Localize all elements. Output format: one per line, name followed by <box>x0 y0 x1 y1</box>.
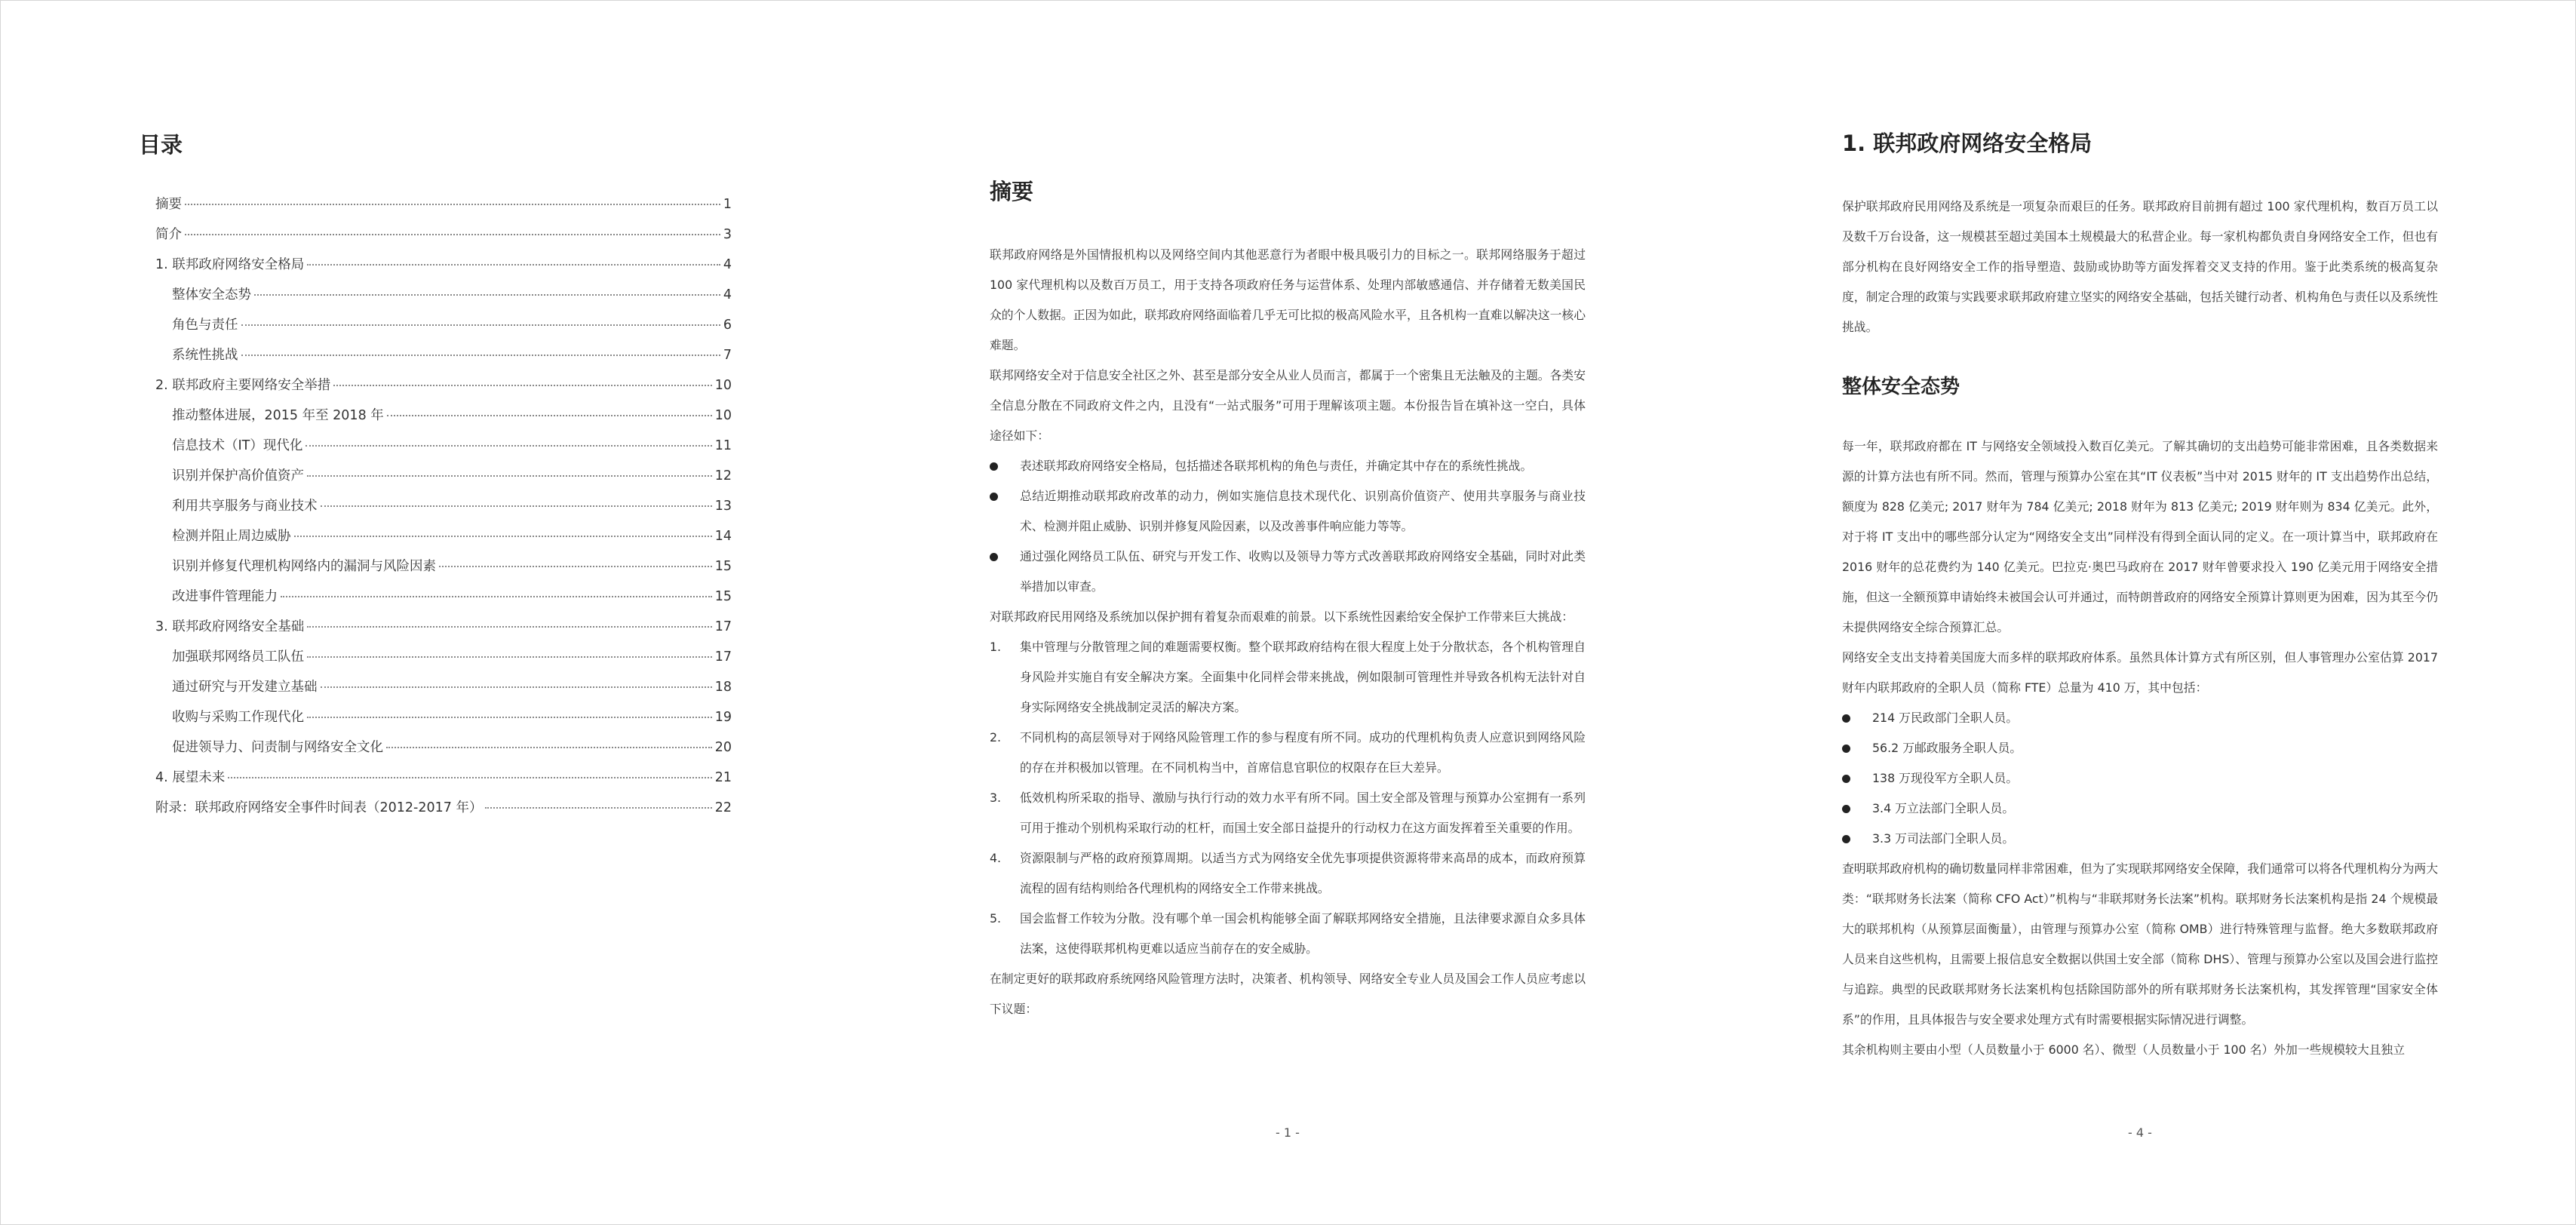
toc-entry-link[interactable] <box>155 465 732 496</box>
toc-page-number: 14 <box>714 529 732 544</box>
list-item-text: 3.3 万司法部门全职人员。 <box>1872 831 2015 846</box>
abstract-page <box>990 0 1586 1225</box>
toc-dot-leader <box>485 807 711 809</box>
toc-entry-link[interactable] <box>155 345 732 375</box>
toc-entry-text: 推动整体进展，2015 年至 2018 年 <box>172 408 384 423</box>
bullet-icon <box>1842 775 1850 783</box>
abstract-paragraph-2: 联邦网络安全对于信息安全社区之外、甚至是部分安全从业人员而言，都属于一个密集且无法触及的主题。各类安全信息分散在不同政府文件之内，且没有“一站式服务”可用于理解该项主题。本份报告旨在填补这一空白，具体途径如下： <box>990 368 1586 443</box>
toc-page-number: 11 <box>714 438 732 453</box>
abstract-paragraph-1: 联邦政府网络是外国情报机构以及网络空间内其他恶意行为者眼中极具吸引力的目标之一。联邦网络服务于超过 100 家代理机构以及数百万员工，用于支持各项政府任务与运营体系、处理内部敏感通信、并存储着无数美国民众的个人数据。正因为如此，联邦政府网络面临着几乎无可比拟的极高风险水平，且各机构一直难以解决这一核心难题。 <box>990 247 1586 352</box>
list-item-text: 通过强化网络员工队伍、研究与开发工作、收购以及领导力等方式改善联邦政府网络安全基础，同时对此类举措加以审查。 <box>1020 549 1586 594</box>
toc-page-number: 7 <box>723 348 732 363</box>
toc-entry-text: 系统性挑战 <box>172 348 238 363</box>
numbered-item <box>990 723 1586 783</box>
toc-dot-leader <box>307 656 712 658</box>
toc-entry-link[interactable] <box>155 284 732 315</box>
abstract-paragraph-4: 在制定更好的联邦政府系统网络风险管理方法时，决策者、机构领导、网络安全专业人员及国会工作人员应考虑以下议题： <box>990 972 1586 1016</box>
numbered-item <box>990 632 1586 723</box>
toc-page-number: 3 <box>723 227 732 242</box>
toc-page-number: 19 <box>714 710 732 725</box>
toc-entry-link[interactable] <box>155 677 732 707</box>
toc-entry-text: 整体安全态势 <box>172 287 251 302</box>
bullet-icon <box>990 462 998 471</box>
list-item-text: 56.2 万邮政服务全职人员。 <box>1872 741 2022 755</box>
list-item <box>1842 733 2438 763</box>
chapter-paragraph-2: 网络安全支出支持着美国庞大而多样的联邦政府体系。虽然具体计算方式有所区别，但人事管理办公室估算 2017 财年内联邦政府的全职人员（简称 FTE）总量为 410 万，其中包括： <box>1842 650 2438 695</box>
toc-entry-link[interactable] <box>155 737 732 767</box>
toc-entry-text: 1. 联邦政府网络安全格局 <box>155 257 305 272</box>
toc-page-number: 15 <box>714 589 732 604</box>
toc-entry-text: 收购与采购工作现代化 <box>172 710 304 725</box>
toc-dot-leader <box>305 445 711 447</box>
toc-page-number: 18 <box>714 680 732 695</box>
list-item <box>1842 763 2438 794</box>
list-item-text: 138 万现役军方全职人员。 <box>1872 771 2019 785</box>
toc-dot-leader <box>294 536 712 537</box>
toc-entry-text: 4. 展望未来 <box>155 770 226 785</box>
toc-dot-leader <box>241 324 720 326</box>
item-text: 资源限制与严格的政府预算周期。以适当方式为网络安全优先事项提供资源将带来高昂的成本，而政府预算流程的固有结构则给各代理机构的网络安全工作带来挑战。 <box>1020 851 1586 895</box>
page-number-footer: - 4 - <box>2128 1125 2152 1140</box>
toc-entry-link[interactable] <box>155 224 732 254</box>
bullet-icon <box>1842 835 1850 843</box>
toc-page-number: 13 <box>714 499 732 514</box>
chapter-paragraph-1: 每一年，联邦政府都在 IT 与网络安全领域投入数百亿美元。了解其确切的支出趋势可能非常困难，且各类数据来源的计算方法也有所不同。然而，管理与预算办公室在其“IT 仪表板”当中对 2015 财年的 IT 支出趋势作出总结，额度为 828 亿美元; 2017 财年为 784 亿美元; 2018 财年为 813 亿美元; 2019 财年则为 834 亿美元。此外，对于将 IT 支出中的哪些部分认定为“网络安全支出”同样没有得到全面认同的定义。在一项计算当中，联邦政府在 2016 财年的总花费约为 140 亿美元。巴拉克·奥巴马政府在 2017 财年曾要求投入 190 亿美元用于网络安全措施，但这一全额预算申请始终未被国会认可并通过，而特朗普政府的网络安全预算计算则更为困难，因为其至今仍未提供网络安全综合预算汇总。 <box>1842 439 2438 634</box>
toc-entry-text: 通过研究与开发建立基础 <box>172 680 318 695</box>
toc-entry-link[interactable] <box>155 435 732 465</box>
toc-dot-leader <box>307 717 712 718</box>
list-item <box>990 481 1586 542</box>
chapter-bullet-list <box>1842 703 2438 854</box>
abstract-numbered-list <box>990 632 1586 964</box>
item-text: 国会监督工作较为分散。没有哪个单一国会机构能够全面了解联邦网络安全措施，且法律要求源自众多具体法案，这使得联邦机构更难以适应当前存在的安全威胁。 <box>1020 911 1586 956</box>
bullet-icon <box>990 553 998 561</box>
toc-dot-leader <box>321 686 712 688</box>
toc-entry-text: 附录：联邦政府网络安全事件时间表（2012-2017 年） <box>155 800 483 815</box>
toc-entry-link[interactable] <box>155 254 732 284</box>
item-number: 5. <box>990 911 1002 926</box>
toc-dot-leader <box>185 204 720 205</box>
numbered-item <box>990 843 1586 904</box>
list-item <box>1842 794 2438 824</box>
toc-page-number: 4 <box>723 287 732 302</box>
toc-page-number: 20 <box>714 740 732 755</box>
toc-entry-text: 促进领导力、问责制与网络安全文化 <box>172 740 383 755</box>
chapter-title: 1. 联邦政府网络安全格局 <box>1842 130 2092 156</box>
toc-entry-text: 简介 <box>155 227 182 242</box>
chapter-page <box>1842 0 2438 1225</box>
toc-entry-link[interactable] <box>155 586 732 616</box>
abstract-body <box>990 240 1586 1024</box>
toc-entry-text: 识别并保护高价值资产 <box>172 468 304 484</box>
item-number: 1. <box>990 640 1002 654</box>
toc-list <box>155 194 732 827</box>
toc-dot-leader <box>228 777 711 778</box>
toc-dot-leader <box>387 415 712 416</box>
toc-entry-link[interactable] <box>155 646 732 677</box>
toc-page-number: 17 <box>714 649 732 665</box>
toc-dot-leader <box>185 234 720 235</box>
numbered-item <box>990 783 1586 843</box>
abstract-bullet-list <box>990 451 1586 602</box>
toc-dot-leader <box>439 566 712 567</box>
toc-entry-link[interactable] <box>155 526 732 556</box>
toc-page-number: 10 <box>714 378 732 393</box>
toc-entry-text: 3. 联邦政府网络安全基础 <box>155 619 305 634</box>
toc-entry-link[interactable] <box>155 556 732 586</box>
toc-entry-text: 角色与责任 <box>172 318 238 333</box>
numbered-item <box>990 904 1586 964</box>
toc-entry-text: 2. 联邦政府主要网络安全举措 <box>155 378 331 393</box>
toc-page-number: 15 <box>714 559 732 574</box>
list-item-text: 3.4 万立法部门全职人员。 <box>1872 801 2015 815</box>
item-text: 不同机构的高层领导对于网络风险管理工作的参与程度有所不同。成功的代理机构负责人应意识到网络风险的存在并积极加以管理。在不同机构当中，首席信息官职位的权限存在巨大差异。 <box>1020 730 1586 775</box>
toc-dot-leader <box>333 385 711 386</box>
toc-entry-link[interactable] <box>155 496 732 526</box>
list-item-text: 214 万民政部门全职人员。 <box>1872 711 2019 725</box>
toc-entry-link[interactable] <box>155 194 732 224</box>
toc-dot-leader <box>307 475 712 477</box>
toc-entry-link[interactable] <box>155 767 732 797</box>
toc-entry-text: 摘要 <box>155 197 182 212</box>
bullet-icon <box>1842 805 1850 813</box>
list-item <box>1842 703 2438 733</box>
bullet-icon <box>1842 714 1850 723</box>
item-number: 2. <box>990 730 1002 745</box>
toc-dot-leader <box>307 264 720 266</box>
toc-dot-leader <box>254 294 720 296</box>
toc-dot-leader <box>241 355 720 356</box>
toc-title: 目录 <box>139 132 183 158</box>
bullet-icon <box>1842 745 1850 753</box>
toc-dot-leader <box>307 626 711 628</box>
abstract-paragraph-3: 对联邦政府民用网络及系统加以保护拥有着复杂而艰难的前景。以下系统性因素给安全保护工作带来巨大挑战： <box>990 609 1574 624</box>
toc-entry-link[interactable] <box>155 315 732 345</box>
toc-page-number: 4 <box>723 257 732 272</box>
toc-entry-link[interactable] <box>155 405 732 435</box>
page-number-footer: - 1 - <box>1276 1125 1300 1140</box>
item-number: 4. <box>990 851 1002 865</box>
chapter-body <box>1842 431 2438 1065</box>
list-item <box>990 451 1586 481</box>
toc-page-number: 10 <box>714 408 732 423</box>
toc-entry-text: 检测并阻止周边威胁 <box>172 529 291 544</box>
toc-entry-text: 信息技术（IT）现代化 <box>172 438 303 453</box>
toc-entry-link[interactable] <box>155 797 732 827</box>
item-number: 3. <box>990 791 1002 805</box>
item-text: 集中管理与分散管理之间的难题需要权衡。整个联邦政府结构在很大程度上处于分散状态，各个机构管理自身风险并实施自有安全解决方案。全面集中化同样会带来挑战，例如限制可管理性并导致各机构无法针对自身实际网络安全挑战制定灵活的解决方案。 <box>1020 640 1586 714</box>
toc-entry-text: 识别并修复代理机构网络内的漏洞与风险因素 <box>172 559 436 574</box>
item-text: 低效机构所采取的指导、激励与执行行动的效力水平有所不同。国土安全部及管理与预算办公室拥有一系列可用于推动个别机构采取行动的杠杆，而国土安全部日益提升的行动权力在这方面发挥着至关重要的作用。 <box>1020 791 1586 835</box>
toc-dot-leader <box>386 747 712 748</box>
toc-page-number: 6 <box>723 318 732 333</box>
toc-page-number: 22 <box>714 800 732 815</box>
abstract-title: 摘要 <box>990 179 1034 204</box>
toc-dot-leader <box>321 505 712 507</box>
list-item-text: 总结近期推动联邦政府改革的动力，例如实施信息技术现代化、识别高价值资产、使用共享服务与商业技术、检测并阻止威胁、识别并修复风险因素，以及改善事件响应能力等等。 <box>1020 489 1586 533</box>
toc-page <box>139 0 732 1225</box>
toc-entry-link[interactable] <box>155 616 732 646</box>
toc-page-number: 12 <box>714 468 732 484</box>
toc-page-number: 1 <box>723 197 732 212</box>
toc-entry-text: 改进事件管理能力 <box>172 589 278 604</box>
toc-page-number: 17 <box>714 619 732 634</box>
bullet-icon <box>990 493 998 501</box>
section-title: 整体安全态势 <box>1842 376 1960 398</box>
chapter-paragraph-4: 其余机构则主要由小型（人员数量小于 6000 名）、微型（人员数量小于 100 名）外加一些规模较大且独立 <box>1842 1042 2406 1057</box>
list-item-text: 表述联邦政府网络安全格局，包括描述各联邦机构的角色与责任，并确定其中存在的系统性挑战。 <box>1020 459 1533 473</box>
toc-dot-leader <box>281 596 712 597</box>
chapter-intro: 保护联邦政府民用网络及系统是一项复杂而艰巨的任务。联邦政府目前拥有超过 100 家代理机构，数百万员工以及数千万台设备，这一规模甚至超过美国本土规模最大的私营企业。每一家机构都负责自身网络安全工作，但也有部分机构在良好网络安全工作的指导塑造、鼓励或协助等方面发挥着交叉支持的作用。鉴于此类系统的极高复杂度，制定合理的政策与实践要求联邦政府建立坚实的网络安全基础，包括关键行动者、机构角色与责任以及系统性挑战。 <box>1842 199 2438 334</box>
toc-page-number: 21 <box>714 770 732 785</box>
list-item <box>1842 824 2438 854</box>
toc-entry-link[interactable] <box>155 707 732 737</box>
list-item <box>990 542 1586 602</box>
toc-entry-text: 加强联邦网络员工队伍 <box>172 649 304 665</box>
toc-entry-text: 利用共享服务与商业技术 <box>172 499 318 514</box>
chapter-paragraph-3: 查明联邦政府机构的确切数量同样非常困难，但为了实现联邦网络安全保障，我们通常可以将各代理机构分为两大类：“联邦财务长法案（简称 CFO Act）”机构与“非联邦财务长法案”机构。联邦财务长法案机构是指 24 个规模最大的联邦机构（从预算层面衡量），由管理与预算办公室（简称 OMB）进行特殊管理与监督。绝大多数联邦政府人员来自这些机构，且需要上报信息安全数据以供国土安全部（简称 DHS）、管理与预算办公室以及国会进行监控与追踪。典型的民政联邦财务长法案机构包括除国防部外的所有联邦财务长法案机构，其发挥管理“国家安全体系”的作用，且具体报告与安全要求处理方式有时需要根据实际情况进行调整。 <box>1842 861 2438 1027</box>
toc-entry-link[interactable] <box>155 375 732 405</box>
